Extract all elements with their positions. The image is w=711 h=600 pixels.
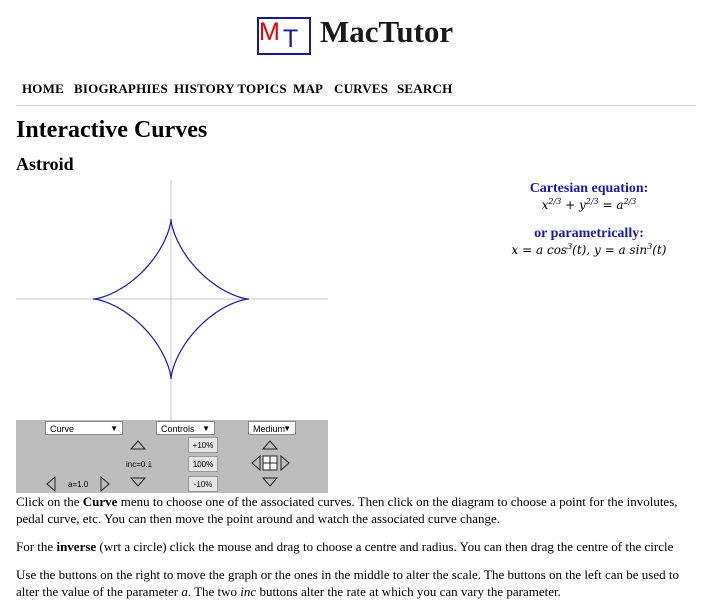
scale-plus-button[interactable]: +10% bbox=[188, 437, 218, 453]
p1-text-c: menu to choose one of the associated curves. Then click on the diagram to choose a point for the involutes, pedal curve, etc. You can then move the point around and watch the associated curve change. bbox=[16, 494, 678, 526]
curve-select-value: Curve bbox=[50, 424, 75, 434]
scale-reset-button[interactable]: 100% bbox=[188, 456, 218, 472]
pan-right-icon[interactable] bbox=[280, 455, 290, 471]
cartesian-equation: $x^{2/3} + y^{2/3} = a^{2/3}$ bbox=[541, 197, 637, 212]
nav-search[interactable]: SEARCH bbox=[397, 81, 453, 96]
instructions-paragraph-2 bbox=[16, 538, 700, 555]
p1-text-a: Click on the bbox=[16, 494, 83, 509]
curve-name: Astroid bbox=[16, 154, 74, 174]
inc-ref: inc bbox=[240, 584, 257, 599]
speed-select-value: Medium bbox=[253, 424, 286, 434]
chevron-down-icon: ▼ bbox=[110, 424, 118, 433]
param-a-ref: a bbox=[181, 584, 188, 599]
controls-select-value: Controls bbox=[161, 424, 195, 434]
p2-text-c: (wrt a circle) click the mouse and drag to choose a centre and radius. You can then drag the centre of the circle bbox=[96, 539, 674, 554]
inc-up-icon[interactable] bbox=[130, 440, 146, 450]
control-panel bbox=[16, 420, 328, 493]
instructions-paragraph-3 bbox=[16, 566, 700, 600]
pan-center-icon[interactable] bbox=[262, 455, 278, 471]
parametric-equation: x = a $\cos^3(t)$, y = a $\sin^3(t)$ bbox=[511, 242, 667, 257]
curve-select[interactable] bbox=[45, 421, 123, 435]
p3-text-a: Use the buttons on the right to move the graph or the ones in the middle to alter the scale. The buttons on the left can be used to alter the value of the parameter bbox=[16, 567, 679, 599]
nav-home[interactable]: HOME bbox=[22, 81, 64, 96]
page-title: Interactive Curves bbox=[16, 117, 208, 143]
parametric-label: or parametrically: bbox=[534, 226, 644, 241]
p3-text-c: . The two bbox=[187, 584, 241, 599]
param-label: a=1.0 bbox=[68, 480, 89, 489]
p2-text-a: For the bbox=[16, 539, 57, 554]
logo-letter-m: M bbox=[259, 18, 280, 46]
controls-select[interactable] bbox=[156, 421, 215, 435]
inc-down-icon[interactable] bbox=[130, 477, 146, 487]
logo-letter-t: T bbox=[283, 25, 299, 53]
nav-bar bbox=[16, 79, 696, 106]
inc-label: inc=0.1 bbox=[126, 460, 153, 469]
chevron-down-icon: ▼ bbox=[283, 424, 291, 433]
p3-text-e: buttons alter the rate at which you can vary the parameter. bbox=[256, 584, 561, 599]
scale-minus-button[interactable]: -10% bbox=[188, 476, 218, 492]
cartesian-label: Cartesian equation: bbox=[529, 181, 649, 196]
pan-up-icon[interactable] bbox=[262, 440, 278, 450]
pan-down-icon[interactable] bbox=[262, 477, 278, 487]
nav-curves[interactable]: CURVES bbox=[334, 81, 389, 96]
nav-history-topics[interactable]: HISTORY TOPICS bbox=[174, 81, 287, 96]
instructions-paragraph-1 bbox=[16, 493, 700, 527]
param-increase-icon[interactable] bbox=[100, 476, 110, 492]
site-title[interactable]: MacTutor bbox=[320, 14, 454, 49]
param-decrease-icon[interactable] bbox=[46, 476, 56, 492]
curve-canvas[interactable] bbox=[16, 180, 328, 420]
nav-map[interactable]: MAP bbox=[293, 81, 324, 96]
inverse-ref: inverse bbox=[56, 539, 97, 554]
curve-menu-ref: Curve bbox=[82, 494, 118, 509]
pan-left-icon[interactable] bbox=[251, 455, 261, 471]
speed-select[interactable] bbox=[248, 421, 296, 435]
chevron-down-icon: ▼ bbox=[202, 424, 210, 433]
nav-biographies[interactable]: BIOGRAPHIES bbox=[74, 81, 168, 96]
